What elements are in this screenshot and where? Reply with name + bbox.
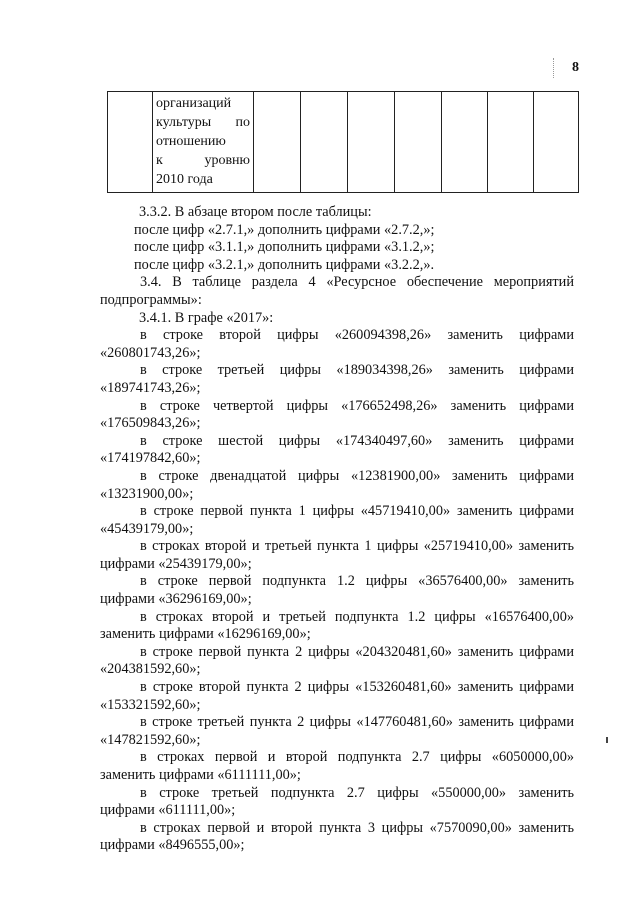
paragraph — [100, 257, 574, 275]
paragraph-line: в строке первой пункта 2 цифры «204320481,60» заменить цифрами — [140, 643, 574, 660]
paragraph — [100, 749, 574, 784]
paragraph — [100, 310, 574, 328]
paragraph-line: цифрами «36296169,00»; — [100, 591, 252, 608]
paragraph-line: в строке первой пункта 1 цифры «45719410,00» заменить цифрами — [140, 503, 574, 520]
paragraph-line: «153321592,60»; — [100, 696, 201, 713]
paragraph-line: в строке первой подпункта 1.2 цифры «36576400,00» заменить — [140, 573, 574, 590]
scan-mark — [606, 737, 608, 743]
paragraph — [100, 398, 574, 433]
paragraph-line: цифрами «25439179,00»; — [100, 555, 252, 572]
table-cell — [254, 92, 301, 193]
paragraph-line: в строке третьей цифры «189034398,26» заменить цифрами — [140, 362, 574, 379]
paragraph-line: 3.4.1. В графе «2017»: — [139, 309, 274, 326]
table-cell — [301, 92, 348, 193]
paragraph-line: «147821592,60»; — [100, 731, 201, 748]
paragraph — [100, 239, 574, 257]
paragraph — [100, 573, 574, 608]
paragraph-line: «260801743,26»; — [100, 344, 201, 361]
table-cell — [348, 92, 395, 193]
paragraph-line: в строке второй пункта 2 цифры «153260481,60» заменить цифрами — [140, 679, 574, 696]
paragraph-line: «204381592,60»; — [100, 661, 201, 678]
table-cell — [108, 92, 153, 193]
paragraph — [100, 468, 574, 503]
paragraph — [100, 644, 574, 679]
paragraph — [100, 609, 574, 644]
cell-line: отношению — [156, 134, 226, 149]
cell-line: 2010 года — [156, 172, 213, 187]
document-body — [100, 204, 574, 855]
paragraph-line: подпрограммы»: — [100, 291, 202, 308]
table-row — [108, 92, 579, 193]
paragraph-line: в строке шестой цифры «174340497,60» заменить цифрами — [140, 432, 574, 449]
table-cell — [442, 92, 488, 193]
table-cell — [395, 92, 442, 193]
paragraph-line: после цифр «3.1.1,» дополнить цифрами «3.1.2,»; — [134, 239, 435, 256]
paragraph-line: «45439179,00»; — [100, 520, 194, 537]
paragraph-line: в строке второй цифры «260094398,26» заменить цифрами — [140, 327, 574, 344]
paragraph-line: в строке третьей подпункта 2.7 цифры «550000,00» заменить — [140, 784, 574, 801]
paragraph-line: в строках второй и третьей пункта 1 цифры «25719410,00» заменить — [140, 538, 574, 555]
page-number: 8 — [572, 60, 579, 75]
paragraph-line: в строках первой и второй пункта 3 цифры «7570090,00» заменить — [140, 819, 574, 836]
paragraph-line: в строках второй и третьей подпункта 1.2 цифры «16576400,00» — [140, 608, 574, 625]
table-cell-text — [153, 92, 254, 193]
paragraph-line: заменить цифрами «6111111,00»; — [100, 767, 301, 783]
scan-mark — [553, 58, 556, 78]
paragraph — [100, 503, 574, 538]
paragraph-line: «13231900,00»; — [100, 485, 194, 502]
table-cell — [488, 92, 534, 193]
paragraph — [100, 714, 574, 749]
paragraph-line: цифрами «611111,00»; — [100, 802, 236, 819]
paragraph — [100, 362, 574, 397]
paragraph-line: заменить цифрами «16296169,00»; — [100, 626, 311, 643]
paragraph — [100, 433, 574, 468]
paragraph-line: в строках первой и второй подпункта 2.7 цифры «6050000,00» — [140, 749, 574, 766]
paragraph — [100, 222, 574, 240]
paragraph — [100, 538, 574, 573]
paragraph-line: «174197842,60»; — [100, 450, 201, 467]
paragraph-line: после цифр «3.2.1,» дополнить цифрами «3.2.2,». — [134, 256, 435, 273]
paragraph — [100, 820, 574, 855]
paragraph — [100, 274, 574, 309]
paragraph — [100, 327, 574, 362]
continuation-table — [107, 91, 579, 193]
paragraph-line: «189741743,26»; — [100, 379, 201, 396]
paragraph — [100, 785, 574, 820]
paragraph — [100, 204, 574, 222]
paragraph-line: 3.3.2. В абзаце втором после таблицы: — [139, 204, 372, 220]
cell-line: организаций — [156, 96, 232, 111]
paragraph-line: после цифр «2.7.1,» дополнить цифрами «2.7.2,»; — [134, 221, 435, 238]
paragraph-line: в строке третьей пункта 2 цифры «147760481,60» заменить цифрами — [140, 714, 574, 731]
paragraph-line: в строке четвертой цифры «176652498,26» заменить цифрами — [140, 397, 574, 414]
paragraph — [100, 679, 574, 714]
paragraph-line: цифрами «8496555,00»; — [100, 837, 245, 854]
paragraph-line: «176509843,26»; — [100, 415, 201, 432]
paragraph-line: в строке двенадцатой цифры «12381900,00» заменить цифрами — [140, 467, 574, 484]
cell-line: культуры по — [156, 115, 250, 130]
cell-line: к уровню — [156, 153, 250, 168]
paragraph-line: 3.4. В таблице раздела 4 «Ресурсное обеспечение мероприятий — [140, 274, 574, 291]
table-cell — [534, 92, 579, 193]
